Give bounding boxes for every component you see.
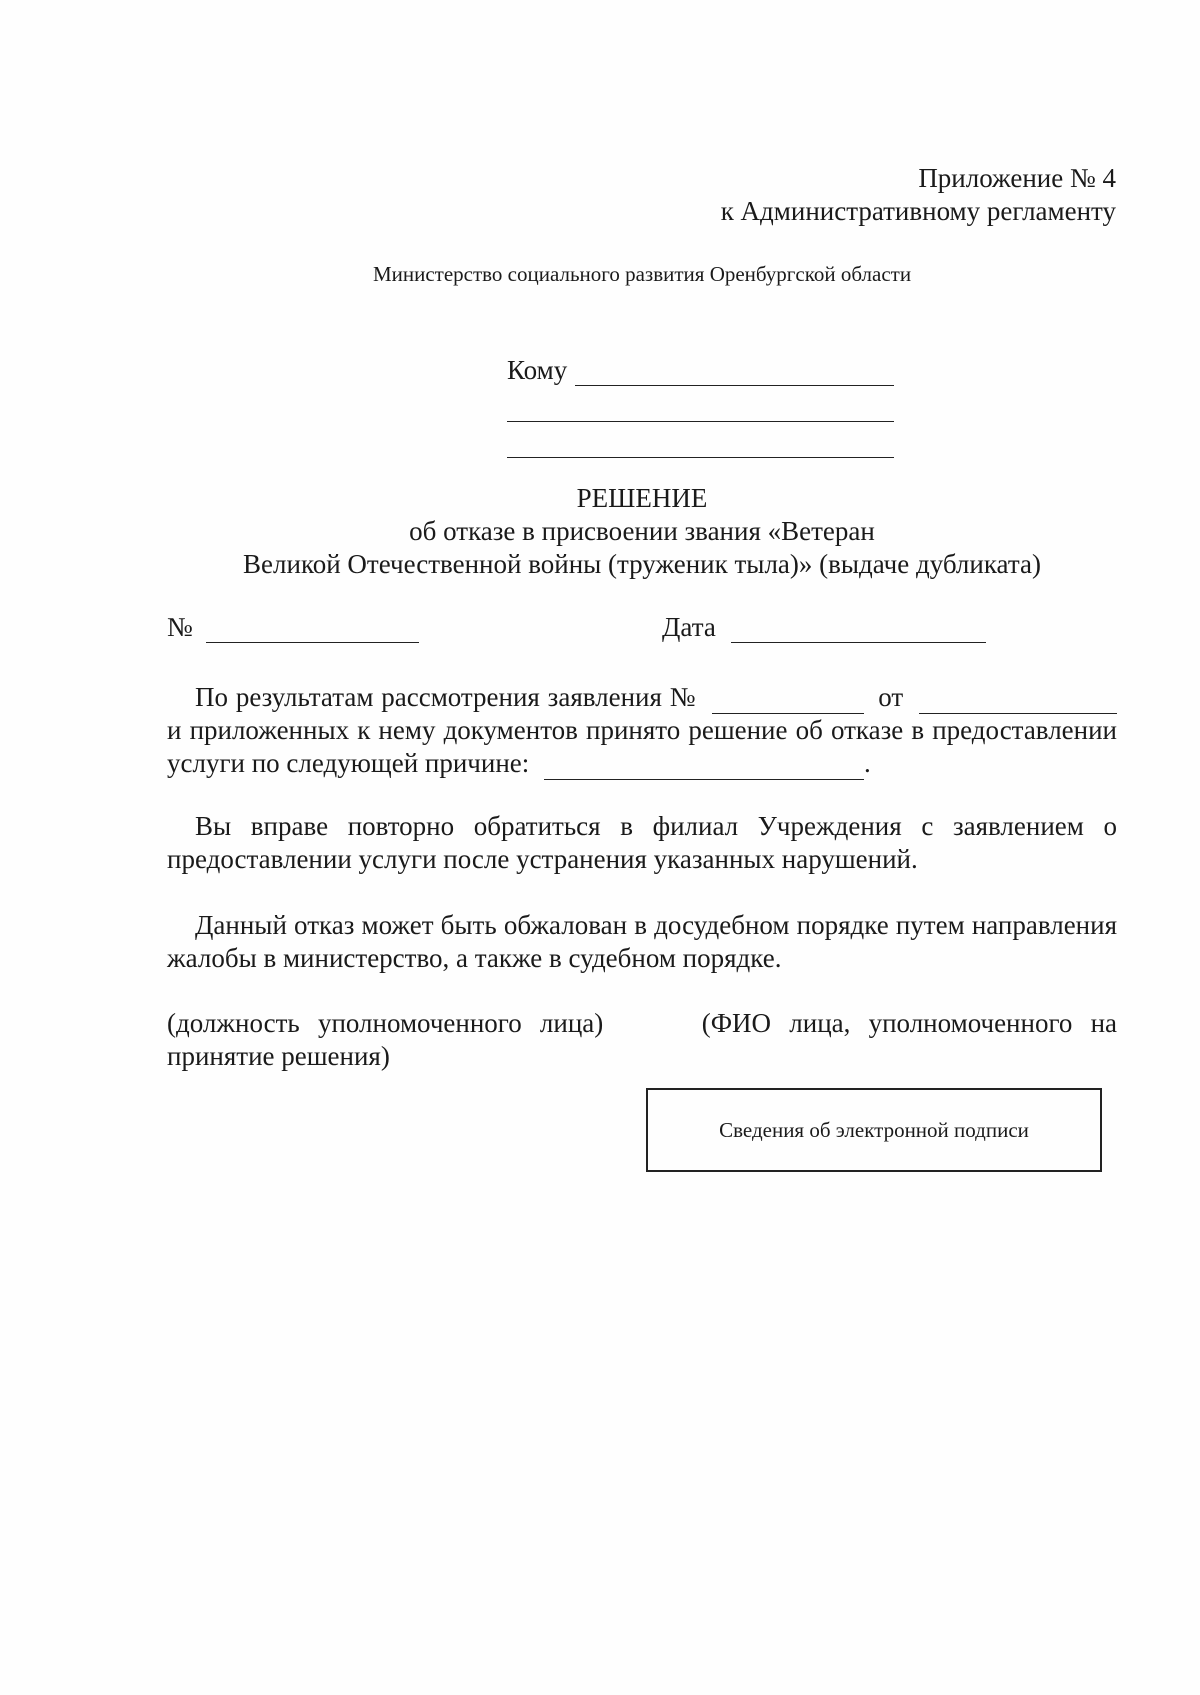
addressee-blank-line [507,395,894,422]
decision-date [662,612,986,643]
addressee-blank-line [575,359,894,386]
number-label: № [167,612,193,642]
reason-blank [544,753,864,780]
application-number-blank [712,687,864,714]
title-heading: РЕШЕНИЕ [576,483,708,513]
official-position-caption: (должность уполномоченного лица) [167,1008,604,1038]
title-subject-line: об отказе в присвоении звания «Ветеран [409,516,875,546]
number-blank-line [206,616,419,643]
paragraph-review-results: По результатам рассмотрения заявления № от и приложенных к нему документов принято решение об отказе в предоставлении услуги по следующей причине: . [167,682,1117,778]
application-date-blank [919,687,1117,714]
date-label: Дата [662,612,716,642]
addressee-block [507,350,894,458]
appendix-header [721,162,1116,228]
signature-captions [167,1007,1117,1073]
addressee-label: Кому [507,355,568,385]
appendix-number: Приложение № 4 [918,163,1116,193]
date-blank-line [731,616,986,643]
document-title [0,482,1200,581]
addressee-blank-line [507,431,894,458]
official-name-caption: (ФИО лица, уполномоченного на принятие решения) [167,1008,1118,1071]
electronic-signature-box [646,1088,1102,1172]
paragraph-reapply: Вы вправе повторно обратиться в филиал Учреждения с заявлением о предоставлении услуги после устранения указанных нарушений. [167,811,1117,874]
appendix-reference: к Административному регламенту [720,196,1116,226]
electronic-signature-caption: Сведения об электронной подписи [719,1117,1029,1142]
ministry-name: Министерство социального развития Оренбургской области [372,262,912,286]
decision-number [167,612,419,643]
title-subject-line: Великой Отечественной войны (труженик тыла)» (выдаче дубликата) [243,549,1041,579]
paragraph-appeal: Данный отказ может быть обжалован в досудебном порядке путем направления жалобы в министерство, а также в судебном порядке. [167,910,1117,973]
